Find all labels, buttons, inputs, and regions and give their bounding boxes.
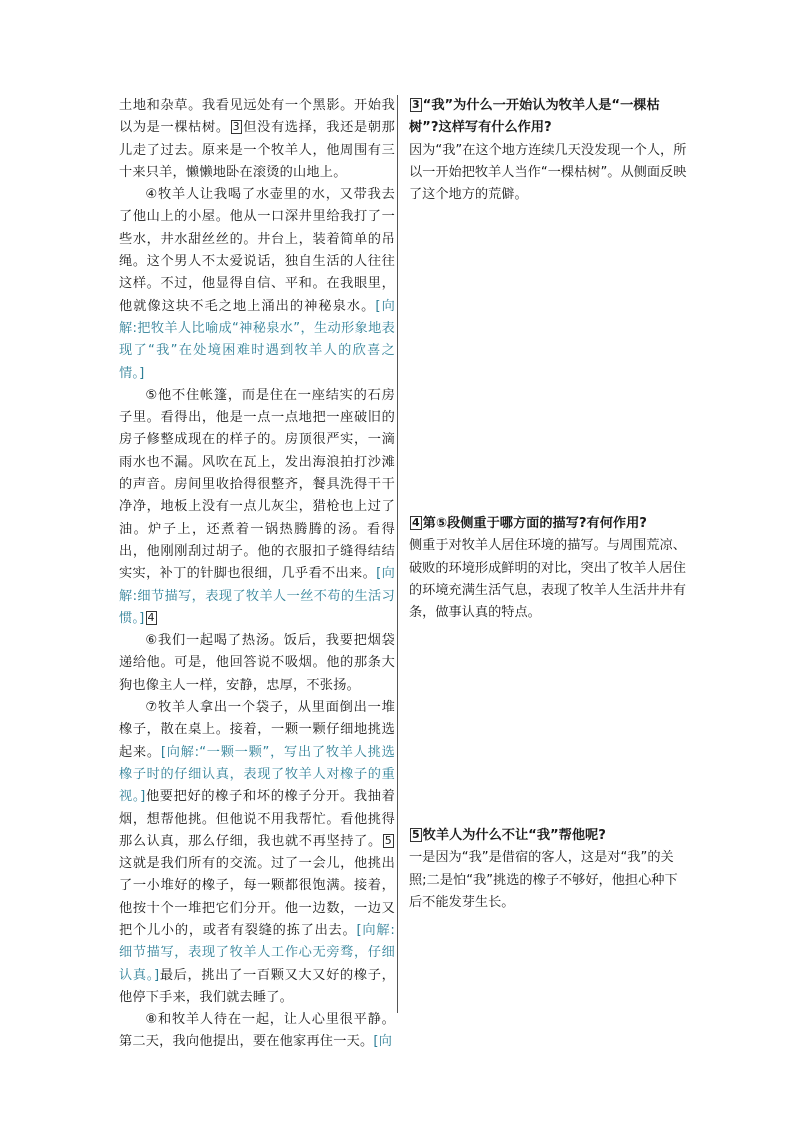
- question-text: [409, 825, 689, 847]
- question-text: [409, 513, 689, 535]
- paragraph-text: ④牧羊人让我喝了水壶里的水，又带我去了他山上的小屋。他从一口深井里给我打了一些水，井水甜丝丝的。井台上，装着简单的吊绳。这个男人不太爱说话，独自生活的人往往这样。不过，他显得自信、平和。在我眼里，他就像这块不毛之地上涌出的神秘泉水。: [119, 187, 395, 314]
- paragraph-text: ⑥我们一起喝了热汤。饭后，我要把烟袋递给他。可是，他回答说不吸烟。他的那条大狗也像主人一样，安静，忠厚，不张扬。: [119, 633, 395, 693]
- paragraph-3-end: [119, 95, 395, 184]
- annotation: [向解:“一颗一颗”，写出了牧羊人挑选橡子时的仔细认真，表现了牧羊人对橡子的重视。]: [119, 744, 395, 805]
- marker-3: 3: [232, 120, 240, 134]
- paragraph-text: ⑦牧羊人拿出一个袋子，从里面倒出一堆橡子，散在桌上。接着，一颗一颗仔细地挑选起来。: [119, 700, 395, 760]
- paragraph-text: 但没有选择，我还是朝那儿走了过去。原来是一个牧羊人，他周围有三十来只羊，懒懒地卧在滚烫的山地上。: [119, 120, 395, 180]
- annotation: [向: [373, 1034, 393, 1050]
- question-4: [409, 513, 689, 624]
- paragraph-text: 这就是我们所有的交流。过了一会儿，他挑出了一小堆好的橡子，每一颗都很饱满。接着，他按十个一堆把它们分开。他一边数，一边又把个儿小的，或者有裂缝的拣了出去。: [119, 856, 395, 938]
- paragraph-text: 土地和杂草。我看见远处有一个黑影。开始我以为是一棵枯树。: [119, 98, 395, 136]
- question-text: [409, 95, 689, 140]
- paragraph-4: [119, 184, 395, 385]
- paragraph-text: 最后，挑出了一百颗又大又好的橡子，他停下手来，我们就去睡了。: [119, 967, 395, 1005]
- annotation: [向解:细节描写，表现了牧羊人工作心无旁骛，仔细认真。]: [119, 922, 395, 983]
- marker-3: 3: [412, 98, 420, 111]
- paragraph-text: ⑧和牧羊人待在一起，让人心里很平静。第二天，我向他提出，要在他家再住一天。: [119, 1012, 395, 1050]
- paragraph-7: [119, 697, 395, 1009]
- marker-4: 4: [147, 610, 155, 624]
- answer-text: 一是因为“我”是借宿的客人，这是对“我”的关照;二是怕“我”挑选的橡子不够好，他担心种下后不能发芽生长。: [409, 850, 678, 910]
- annotation: [向解:把牧羊人比喻成“神秘泉水”，生动形象地表现了“我”在处境困难时遇到牧羊人的欣喜之情。]: [119, 298, 395, 381]
- question-5: [409, 825, 689, 914]
- answer-text: 侧重于对牧羊人居住环境的描写。与周围荒凉、破败的环境形成鲜明的对比，突出了牧羊人居住的环境充满生活气息，表现了牧羊人生活井井有条，做事认真的特点。: [409, 538, 686, 621]
- paragraph-8: [119, 1009, 395, 1054]
- column-divider: [397, 95, 398, 1013]
- paragraph-6: [119, 630, 395, 697]
- question-label: 牧羊人为什么不让“我”帮他呢?: [422, 828, 606, 843]
- marker-5: 5: [412, 828, 420, 841]
- question-3: [409, 95, 689, 206]
- paragraph-text: ⑤他不住帐篷，而是住在一座结实的石房子里。看得出，他是一点一点地把一座破旧的房子修整成现在的样子的。房顶很严实，一滴雨水也不漏。风吹在瓦上，发出海浪拍打沙滩的声音。房间里收拾得很整齐，餐具洗得干干净净，地板上没有一点儿灰尘，猎枪也上过了油。炉子上，还煮着一锅热腾腾的汤。看得出，他刚刚刮过胡子。他的衣服扣子缝得结结实实，补丁的针脚也很细，几乎看不出来。: [119, 387, 395, 582]
- question-label: 第⑤段侧重于哪方面的描写?有何作用?: [422, 516, 647, 531]
- marker-5: 5: [384, 833, 392, 847]
- answer-text: 因为“我”在这个地方连续几天没发现一个人，所以一开始把牧羊人当作“一棵枯树”。从侧面反映了这个地方的荒僻。: [409, 142, 687, 203]
- annotation: [向解:细节描写，表现了牧羊人一丝不苟的生活习惯。]: [119, 566, 395, 626]
- marker-4: 4: [412, 516, 420, 529]
- question-label: “我”为什么一开始认为牧羊人是“一棵枯树”?这样写有什么作用?: [409, 98, 660, 136]
- paragraph-5: [119, 385, 395, 630]
- paragraph-text: 他要把好的橡子和坏的橡子分开。我抽着烟，想帮他挑。但他说不用我帮忙。看他挑得那么认真，那么仔细，我也就不再坚持了。: [119, 789, 395, 849]
- article-column: [119, 95, 395, 1054]
